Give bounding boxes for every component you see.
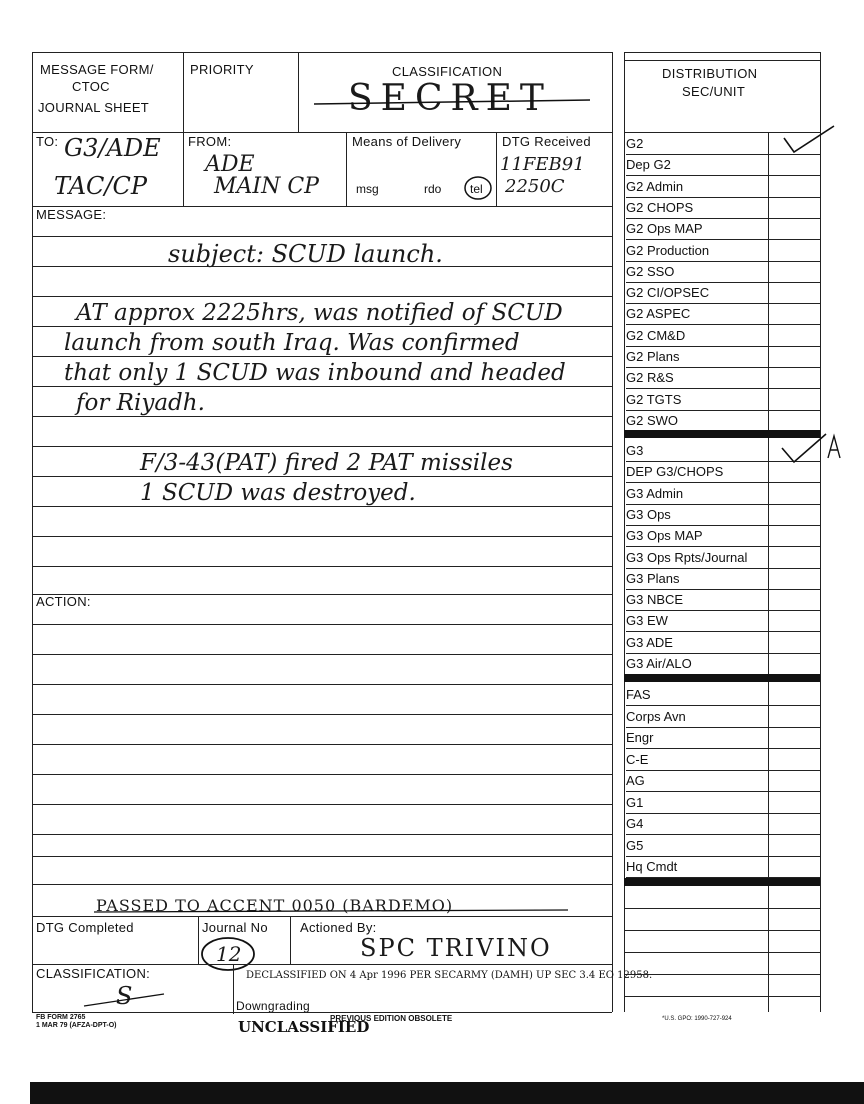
form-title-line1: MESSAGE FORM/	[40, 62, 154, 77]
message-line: that only 1 SCUD was inbound and headed	[64, 360, 566, 386]
distribution-row	[626, 727, 820, 749]
distribution-row-label: G3 Plans	[626, 570, 680, 586]
action-label: ACTION:	[36, 594, 91, 609]
form-right-border	[612, 52, 613, 1012]
distribution-row	[626, 389, 820, 411]
form-number-line1: FB FORM 2765	[36, 1014, 86, 1021]
distribution-title: DISTRIBUTION	[662, 66, 758, 81]
distribution-row-label: G2 CHOPS	[626, 199, 694, 215]
journal-no-value: 12	[216, 942, 242, 966]
distribution-row	[626, 483, 820, 505]
form-number-line2: 1 MAR 79 (AFZA-DPT-O)	[36, 1022, 117, 1029]
form-title-line3: JOURNAL SHEET	[38, 100, 150, 115]
distribution-row-label: G5	[626, 837, 644, 853]
distribution-row	[626, 632, 820, 654]
section-divider	[624, 674, 820, 682]
distribution-row	[626, 325, 820, 347]
classification-underline	[80, 990, 170, 1010]
footer-classification-label: CLASSIFICATION:	[36, 966, 151, 981]
actioned-by-value: SPC TRIVINO	[360, 934, 552, 962]
classification-strike	[310, 92, 600, 112]
distribution-row	[626, 706, 820, 728]
classification-label: CLASSIFICATION	[392, 64, 503, 79]
message-line: 1 SCUD was destroyed.	[140, 480, 416, 506]
gpo-note: *U.S. GPO: 1990-727-924	[662, 1016, 732, 1022]
distribution-row-label: G3 NBCE	[626, 592, 684, 608]
scan-bottom-edge	[30, 1082, 864, 1104]
distribution-row	[626, 610, 820, 632]
distribution-row	[626, 261, 820, 283]
distribution-row	[626, 504, 820, 526]
distribution-row-label: G2 SWO	[626, 412, 679, 428]
distribution-row-label: G1	[626, 794, 644, 810]
distribution-row	[626, 282, 820, 304]
dtg-received-line2: 2250C	[505, 176, 565, 197]
distribution-row-label: G2 CM&D	[626, 327, 686, 343]
distribution-row	[626, 653, 820, 675]
to-label: TO:	[36, 134, 59, 149]
distribution-row-label: G4	[626, 816, 644, 831]
header-top-line	[32, 52, 612, 53]
delivery-rdo: rdo	[424, 182, 442, 196]
distribution-row-label: G3 Admin	[626, 485, 684, 501]
footer-classification-mark: S	[116, 982, 133, 1010]
declassified-stamp: DECLASSIFIED ON 4 Apr 1996 PER SECARMY (DAMH) UP SEC 3.4 EO 12958.	[246, 970, 653, 981]
distribution-row-label: G3 ADE	[626, 634, 673, 650]
check-mark-icon	[780, 122, 840, 156]
distribution-row-label: G2 TGTS	[626, 391, 682, 407]
priority-label: PRIORITY	[190, 62, 254, 77]
distribution-row-label: G2 CI/OPSEC	[626, 285, 710, 301]
form-left-border	[32, 52, 33, 1012]
distribution-row	[626, 367, 820, 389]
distribution-subtitle: SEC/UNIT	[682, 84, 746, 99]
form-title-line2: CTOC	[72, 79, 110, 94]
distribution-row-label: Hq Cmdt	[626, 859, 678, 874]
passed-note: PASSED TO ACCENT 0050 (BARDEMO)	[96, 896, 454, 915]
distribution-row-label: G2 Admin	[626, 178, 684, 194]
section-divider	[624, 878, 820, 886]
distribution-row	[626, 684, 820, 706]
check-mark-icon	[778, 428, 848, 468]
message-line: F/3-43(PAT) fired 2 PAT missiles	[140, 450, 513, 476]
distribution-row-label: G2 R&S	[626, 370, 674, 386]
distribution-row-label: G3	[626, 443, 644, 458]
distribution-row-label: G3 Ops Rpts/Journal	[626, 549, 748, 565]
distribution-row-label: G3 Ops MAP	[626, 528, 703, 544]
from-value-line1: ADE	[205, 152, 255, 177]
distribution-row-label: Engr	[626, 730, 654, 745]
distribution-row	[626, 547, 820, 569]
message-line: for Riyadh.	[76, 390, 205, 416]
distribution-row	[626, 856, 820, 878]
distribution-row	[626, 568, 820, 590]
distribution-row	[626, 525, 820, 547]
delivery-tel-circle	[462, 174, 494, 202]
dist-left-border	[624, 52, 625, 1012]
distribution-row-label: G2 Production	[626, 242, 710, 258]
distribution-row	[626, 589, 820, 611]
dtg-completed-label: DTG Completed	[36, 920, 134, 935]
previous-edition-note: PREVIOUS EDITION OBSOLETE	[330, 1014, 453, 1023]
distribution-row-label: G3 Air/ALO	[626, 656, 692, 671]
distribution-row-label: FAS	[626, 687, 651, 702]
distribution-row-label: G3 Ops	[626, 506, 671, 522]
distribution-row-label: C-E	[626, 751, 649, 767]
delivery-msg: msg	[356, 182, 379, 196]
classification-value: SECRET	[348, 78, 552, 119]
distribution-row-label: G2	[626, 136, 644, 151]
distribution-row	[626, 154, 820, 176]
journal-no-label: Journal No	[202, 920, 268, 935]
distribution-row	[626, 835, 820, 857]
distribution-row	[626, 176, 820, 198]
distribution-row-label: Corps Avn	[626, 708, 686, 724]
dtg-received-line1: 11FEB91	[500, 154, 585, 175]
message-line: AT approx 2225hrs, was notified of SCUD	[76, 300, 563, 326]
distribution-row	[626, 303, 820, 325]
distribution-row-label: G2 Ops MAP	[626, 221, 703, 237]
dist-right-border	[820, 52, 821, 1012]
distribution-row-label: Dep G2	[626, 157, 671, 173]
distribution-row	[626, 240, 820, 262]
to-value-line2: TAC/CP	[54, 172, 147, 200]
distribution-row	[626, 197, 820, 219]
distribution-row	[626, 346, 820, 368]
delivery-tel: tel	[470, 182, 483, 196]
distribution-row-label: G2 ASPEC	[626, 306, 691, 322]
distribution-row	[626, 218, 820, 240]
distribution-row-label: DEP G3/CHOPS	[626, 464, 724, 480]
distribution-row-label: G2 Plans	[626, 349, 680, 364]
downgrading-label: Downgrading	[236, 999, 311, 1013]
from-label: FROM:	[188, 134, 232, 149]
delivery-label: Means of Delivery	[352, 134, 462, 149]
message-subject: subject: SCUD launch.	[168, 240, 443, 268]
distribution-row	[626, 792, 820, 814]
distribution-row	[626, 749, 820, 771]
message-line: launch from south Iraq. Was confirmed	[64, 330, 520, 356]
distribution-row	[626, 770, 820, 792]
actioned-by-label: Actioned By:	[300, 920, 377, 935]
distribution-row-label: G2 SSO	[626, 263, 675, 279]
distribution-row-label: AG	[626, 773, 645, 788]
distribution-row-label: G3 EW	[626, 613, 668, 629]
to-value-line1: G3/ADE	[64, 134, 161, 162]
journal-no-circle	[198, 934, 258, 974]
distribution-row	[626, 813, 820, 835]
from-value-line2: MAIN CP	[214, 174, 319, 199]
unclassified-stamp: UNCLASSIFIED	[238, 1018, 370, 1036]
message-label: MESSAGE:	[36, 207, 107, 222]
dtg-received-label: DTG Received	[502, 134, 591, 149]
